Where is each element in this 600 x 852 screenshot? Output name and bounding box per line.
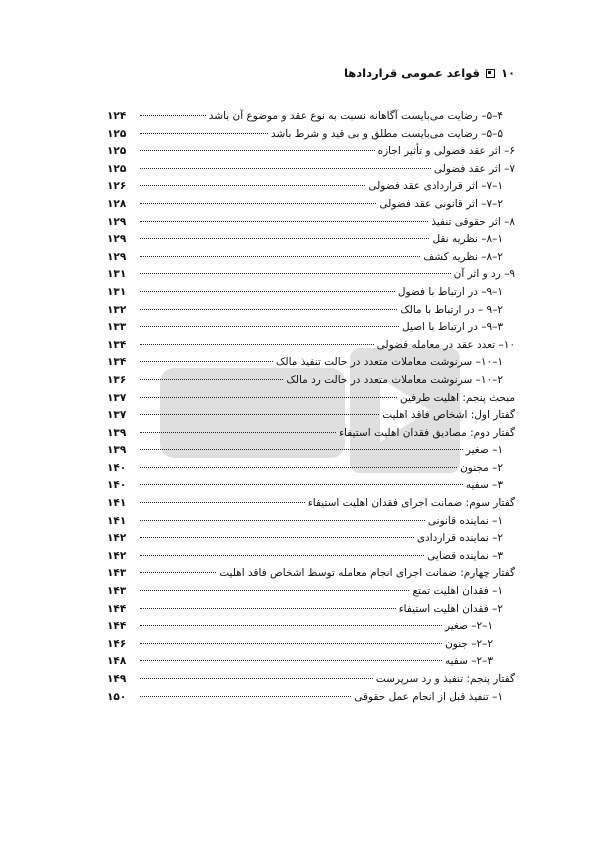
toc-entry[interactable] — [107, 390, 515, 408]
dot-leader — [140, 256, 420, 257]
dot-leader — [140, 309, 397, 310]
dot-leader — [140, 379, 283, 380]
toc-entry-title: ۲– فقدان اهلیت استیفاء — [398, 602, 503, 615]
toc-entry[interactable] — [107, 671, 515, 689]
toc-entry[interactable] — [107, 143, 515, 161]
toc-entry-page: ۱۲۵ — [107, 127, 127, 140]
toc-entry-page: ۱۳۶ — [107, 373, 127, 386]
dot-leader — [140, 203, 376, 204]
toc-entry[interactable] — [107, 161, 515, 179]
toc-entry[interactable] — [107, 108, 515, 126]
toc-entry-page: ۱۲۹ — [107, 215, 127, 228]
toc-entry[interactable] — [107, 530, 515, 548]
toc-entry-title: گفتار پنجم: تنفیذ و رد سرپرست — [375, 673, 515, 685]
dot-leader — [140, 555, 424, 556]
toc-entry[interactable] — [107, 214, 515, 232]
toc-entry-page: ۱۴۰ — [107, 461, 127, 474]
dot-leader — [140, 625, 442, 626]
dot-leader — [140, 273, 451, 274]
toc-entry-page: ۱۳۹ — [107, 426, 127, 439]
toc-entry[interactable] — [107, 372, 515, 390]
dot-leader — [140, 608, 396, 609]
toc-entry-title: ۱–۹– در ارتباط با فضول — [397, 285, 503, 298]
dot-leader — [140, 467, 457, 468]
dot-leader — [140, 696, 351, 697]
toc-entry-title: ۳– نماینده قضایی — [427, 549, 503, 562]
toc-entry-title: ۲– نماینده قراردادی — [416, 532, 503, 545]
toc-entry-title: گفتار اول: اشخاص فاقد اهلیت — [382, 409, 515, 422]
dot-leader — [140, 326, 399, 327]
toc-entry[interactable] — [107, 548, 515, 566]
dot-leader — [140, 238, 429, 239]
toc-entry-title: گفتار دوم: مصادیق فقدان اهلیت استیفاء — [339, 426, 515, 439]
dot-leader — [140, 449, 463, 450]
toc-entry-title: گفتار چهارم: ضمانت اجرای انجام معامله توسط اشخاص فاقد اهلیت — [219, 567, 515, 580]
toc-entry-title: ۶– اثر عقد فضولی و تأثیر اجازه — [377, 145, 515, 158]
dot-leader — [140, 414, 379, 415]
toc-entry[interactable] — [107, 618, 515, 636]
toc-entry-title: ۱– تنفیذ قبل از انجام عمل حقوقی — [354, 690, 503, 703]
dot-leader — [140, 643, 442, 644]
toc-entry-title: ۱–۸– نظریه نقل — [432, 233, 503, 246]
toc-entry-title: ۱– نماینده قانونی — [427, 514, 503, 527]
dot-leader — [140, 484, 463, 485]
dot-leader — [140, 168, 431, 169]
toc-entry[interactable] — [107, 337, 515, 355]
toc-entry-title: ۲–۷– اثر قانونی عقد فضولی — [379, 197, 503, 210]
toc-entry[interactable] — [107, 266, 515, 284]
toc-entry-page: ۱۳۲ — [107, 303, 127, 316]
toc-entry[interactable] — [107, 636, 515, 654]
toc-entry[interactable] — [107, 196, 515, 214]
toc-entry[interactable] — [107, 319, 515, 337]
toc-entry-title: ۳–۲– سفیه — [444, 655, 493, 668]
toc-entry[interactable] — [107, 231, 515, 249]
toc-entry-title: ۱– صغیر — [465, 444, 503, 457]
toc-entry-page: ۱۴۶ — [107, 637, 127, 650]
dot-leader — [140, 502, 305, 503]
toc-entry[interactable] — [107, 565, 515, 583]
toc-entry-page: ۱۲۹ — [107, 233, 127, 246]
dot-leader — [140, 115, 206, 116]
toc-entry-page: ۱۴۲ — [107, 532, 127, 545]
book-icon — [486, 69, 495, 78]
toc-entry-title: ۲–۱۰– سرنوشت معاملات متعدد در حالت رد مالک — [286, 373, 503, 386]
book-title: قواعد عمومی قراردادها — [343, 66, 480, 80]
toc-entry-page: ۱۳۱ — [107, 285, 127, 298]
toc-entry-page: ۱۲۸ — [107, 197, 127, 210]
toc-entry-title: ۴–۵– رضایت می‌بایست آگاهانه نسبت به نوع عقد و موضوع آن باشد — [208, 110, 503, 122]
dot-leader — [140, 572, 216, 573]
dot-leader — [140, 291, 395, 292]
toc-entry[interactable] — [107, 460, 515, 478]
toc-entry-page: ۱۲۹ — [107, 250, 127, 263]
toc-entry[interactable] — [107, 583, 515, 601]
toc-entry-title: ۸– اثر حقوقی تنفیذ — [431, 215, 515, 228]
dot-leader — [140, 344, 374, 345]
table-of-contents — [107, 108, 515, 706]
toc-entry[interactable] — [107, 653, 515, 671]
toc-entry[interactable] — [107, 126, 515, 144]
toc-entry-title: گفتار سوم: ضمانت اجرای فقدان اهلیت استیفاء — [307, 497, 515, 510]
toc-entry-page: ۱۳۴ — [107, 356, 127, 369]
toc-entry-page: ۱۳۴ — [107, 338, 127, 351]
toc-entry-title: ۵–۵– رضایت می‌بایست مطلق و بی قید و شرط باشد — [270, 127, 503, 140]
toc-entry-title: ۷– اثر عقد فضولی — [433, 162, 515, 175]
toc-entry-page: ۱۴۹ — [107, 673, 127, 685]
toc-entry-title: ۹– رد و اثر آن — [453, 268, 515, 281]
toc-entry[interactable] — [107, 249, 515, 267]
toc-entry[interactable] — [107, 302, 515, 320]
toc-entry-page: ۱۴۳ — [107, 567, 127, 580]
toc-entry-page: ۱۲۵ — [107, 162, 127, 175]
toc-entry-page: ۱۴۲ — [107, 549, 127, 562]
toc-entry-title: ۱– فقدان اهلیت تمتع — [412, 585, 503, 598]
toc-entry-title: ۱–۷– اثر قراردادی عقد فضولی — [368, 180, 503, 193]
toc-entry-page: ۱۴۴ — [107, 602, 127, 615]
toc-entry-page: ۱۳۷ — [107, 409, 127, 422]
toc-entry[interactable] — [107, 284, 515, 302]
toc-entry[interactable] — [107, 178, 515, 196]
page-header — [85, 66, 515, 80]
toc-entry[interactable] — [107, 442, 515, 460]
toc-entry[interactable] — [107, 425, 515, 443]
toc-entry-title: ۲–۲– جنون — [445, 637, 493, 650]
toc-entry[interactable] — [107, 477, 515, 495]
toc-entry-page: ۱۳۹ — [107, 444, 127, 457]
dot-leader — [140, 590, 409, 591]
dot-leader — [140, 537, 414, 538]
toc-entry-title: ۳–۹– در ارتباط با اصیل — [402, 321, 503, 334]
toc-entry-page: ۱۴۸ — [107, 655, 127, 668]
toc-entry-page: ۱۲۵ — [107, 145, 127, 158]
toc-entry-page: ۱۴۱ — [107, 497, 127, 510]
toc-entry-title: ۱–۲– صغیر — [444, 620, 493, 633]
toc-entry[interactable] — [107, 601, 515, 619]
toc-entry-page: ۱۴۱ — [107, 514, 127, 527]
toc-entry-title: ۳– سفیه — [465, 479, 503, 492]
toc-entry-title: ۲–۹ – در ارتباط با مالک — [400, 303, 503, 316]
toc-entry-page: ۱۳۷ — [107, 391, 127, 404]
toc-entry[interactable] — [107, 689, 515, 707]
dot-leader — [140, 150, 375, 151]
dot-leader — [140, 361, 273, 362]
toc-entry-title: ۲– مجنون — [460, 461, 503, 474]
toc-entry-page: ۱۲۴ — [107, 110, 127, 122]
toc-entry-page: ۱۴۴ — [107, 620, 127, 633]
toc-entry-title: ۲–۸– نظریه کشف — [423, 250, 503, 263]
toc-entry-title: مبحث پنجم: اهلیت طرفین — [399, 391, 515, 404]
page-number: ۱۰ — [500, 66, 515, 80]
toc-entry-page: ۱۲۶ — [107, 180, 127, 193]
toc-entry-page: ۱۳۱ — [107, 268, 127, 281]
toc-entry-page: ۱۴۳ — [107, 585, 127, 598]
toc-entry[interactable] — [107, 354, 515, 372]
dot-leader — [140, 678, 373, 679]
dot-leader — [140, 185, 365, 186]
dot-leader — [140, 221, 428, 222]
dot-leader — [140, 660, 442, 661]
toc-entry-title: ۱۰– تعدد عقد در معامله فضولی — [376, 338, 515, 351]
toc-entry[interactable] — [107, 407, 515, 425]
toc-entry-page: ۱۴۰ — [107, 479, 127, 492]
dot-leader — [140, 520, 425, 521]
dot-leader — [140, 397, 397, 398]
toc-entry[interactable] — [107, 513, 515, 531]
toc-entry-page: ۱۳۳ — [107, 321, 127, 334]
toc-entry-page: ۱۵۰ — [107, 690, 127, 703]
toc-entry-title: ۱–۱۰– سرنوشت معاملات متعدد در حالت تنفیذ مالک — [276, 356, 503, 369]
toc-entry[interactable] — [107, 495, 515, 513]
dot-leader — [140, 432, 336, 433]
dot-leader — [140, 133, 268, 134]
